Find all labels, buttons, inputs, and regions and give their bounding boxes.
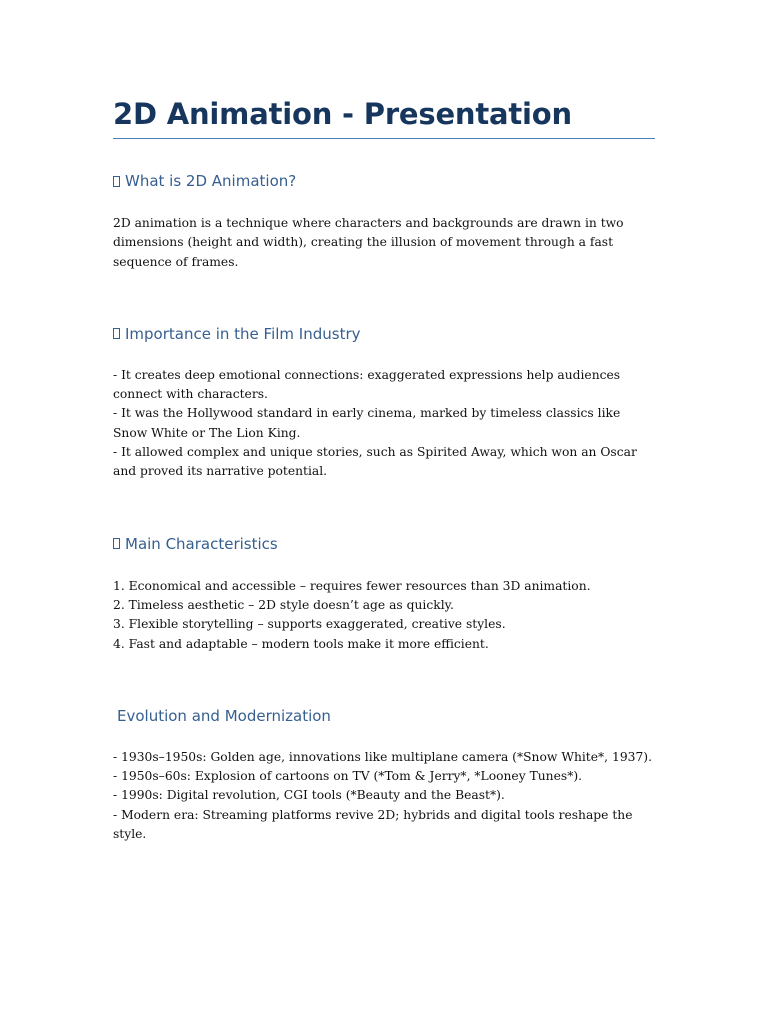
section-heading — [113, 324, 655, 344]
section-what-is-2d-animation — [113, 171, 655, 272]
section-heading — [113, 706, 655, 726]
missing-glyph-icon — [113, 538, 120, 549]
section-heading-text: What is 2D Animation? — [125, 172, 297, 190]
list-item: - It was the Hollywood standard in early cinema, marked by timeless classics like Snow White or The Lion King. — [113, 406, 621, 440]
list-item: 2. Timeless aesthetic – 2D style doesn’t age as quickly. — [113, 597, 454, 612]
section-list — [113, 748, 655, 844]
list-item: - It creates deep emotional connections: exaggerated expressions help audiences connect with characters. — [113, 367, 621, 402]
document-page — [113, 96, 655, 844]
list-item: - It allowed complex and unique stories, such as Spirited Away, which won an Oscar and proved its narrative potential. — [113, 445, 637, 479]
missing-glyph-icon — [113, 328, 120, 339]
section-paragraph: 2D animation is a technique where characters and backgrounds are drawn in two dimensions (height and width), creating the illusion of movement through a fast sequence of frames. — [113, 216, 624, 269]
list-item: 1. Economical and accessible – requires fewer resources than 3D animation. — [113, 578, 591, 593]
section-heading-text: Main Characteristics — [125, 534, 278, 553]
section-main-characteristics — [113, 534, 655, 654]
list-item: 3. Flexible storytelling – supports exaggerated, creative styles. — [113, 617, 506, 632]
section-heading-text: Evolution and Modernization — [117, 706, 331, 725]
section-heading — [113, 171, 655, 191]
section-importance-film-industry — [113, 324, 655, 482]
section-heading-text: Importance in the Film Industry — [125, 324, 361, 343]
document-title: 2D Animation - Presentation — [113, 96, 655, 139]
missing-glyph-icon — [113, 176, 120, 187]
list-item: - 1950s–60s: Explosion of cartoons on TV (*Tom & Jerry*, *Looney Tunes*). — [113, 769, 583, 784]
list-item: - 1990s: Digital revolution, CGI tools (*Beauty and the Beast*). — [113, 788, 505, 803]
section-list — [113, 577, 655, 654]
list-item: - 1930s–1950s: Golden age, innovations like multiplane camera (*Snow White*, 1937). — [113, 749, 652, 764]
section-heading — [113, 534, 655, 554]
list-item: - Modern era: Streaming platforms revive 2D; hybrids and digital tools reshape the style. — [113, 807, 633, 842]
section-evolution-modernization — [113, 706, 655, 844]
list-item: 4. Fast and adaptable – modern tools make it more efficient. — [113, 636, 489, 651]
section-list — [113, 366, 655, 482]
